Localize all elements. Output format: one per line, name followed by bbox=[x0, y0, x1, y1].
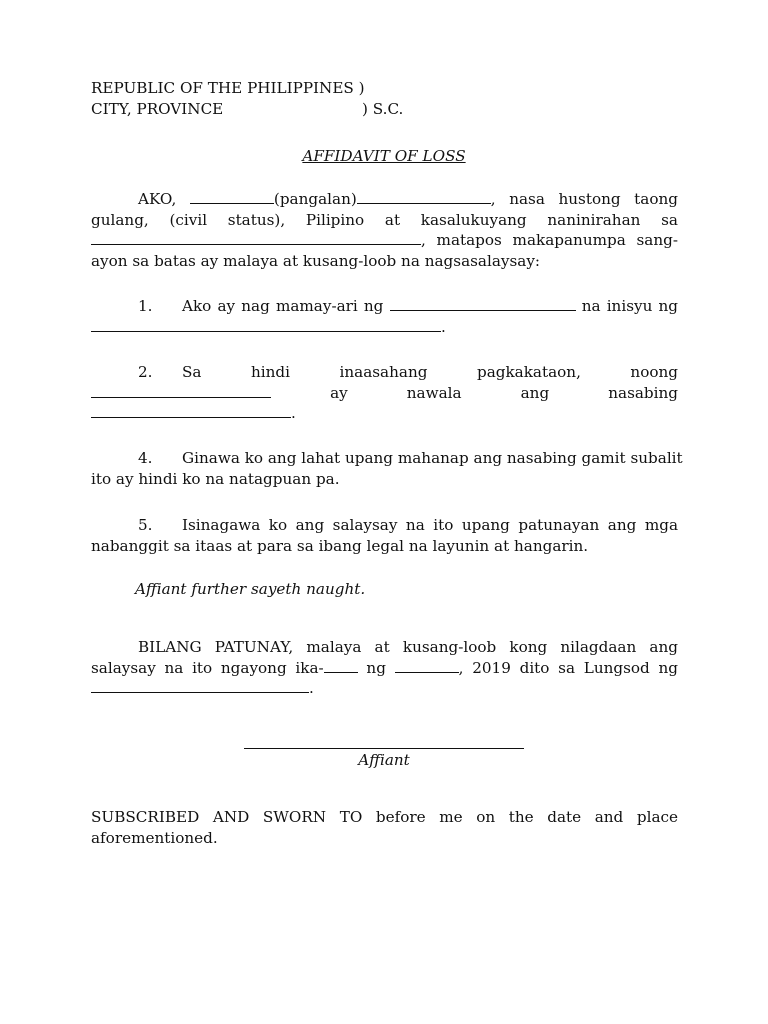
blank-line bbox=[324, 659, 358, 673]
item-number: 4. bbox=[138, 449, 153, 467]
blank-line bbox=[91, 231, 421, 245]
intro-line-4: ayon sa batas ay malaya at kusang-loob na nagsasalaysay: bbox=[91, 251, 541, 270]
item-number: 2. bbox=[138, 363, 153, 381]
item-1: 1. Ako ay nag mamay-ari ng na inisyu ng . bbox=[91, 296, 678, 337]
intro-line-1: AKO, (pangalan) , nasa hustong taong bbox=[138, 190, 678, 208]
blank-line bbox=[91, 384, 271, 398]
signature-line bbox=[244, 748, 524, 749]
item-4: 4. Ginawa ko ang lahat upang mahanap ang nasabing gamit subalit ito ay hindi ko na natagpuan pa. bbox=[91, 449, 683, 488]
blank-line bbox=[395, 659, 459, 673]
item-number: 1. bbox=[138, 297, 153, 315]
blank-line bbox=[91, 679, 309, 693]
patunay-paragraph: BILANG PATUNAY, malaya at kusang-loob kong nilagdaan ang salaysay na ito ngayong ika- ng , 2019 dito sa Lungsod ng . bbox=[91, 638, 678, 697]
item-number: 5. bbox=[138, 516, 153, 534]
blank-line bbox=[91, 318, 441, 332]
affiant-further-statement: Affiant further sayeth naught. bbox=[135, 580, 366, 598]
caption-republic: REPUBLIC OF THE PHILIPPINES ) bbox=[91, 79, 365, 97]
blank-line bbox=[357, 190, 491, 204]
signature-label: Affiant bbox=[358, 751, 410, 769]
intro-line-2: gulang, (civil status), Pilipino at kasalukuyang naninirahan sa bbox=[91, 210, 678, 229]
intro-line-3: , matapos makapanumpa sang- bbox=[91, 230, 678, 251]
item-5: 5. Isinagawa ko ang salaysay na ito upang patunayan ang mga nabanggit sa itaas at para sa ibang legal na layunin at hangarin. bbox=[91, 516, 678, 555]
document-title: AFFIDAVIT OF LOSS bbox=[302, 147, 466, 165]
caption-sc: ) S.C. bbox=[362, 100, 404, 118]
blank-line bbox=[390, 297, 576, 311]
item-2: 2. Sa hindi inaasahang pagkakataon, noong ay nawala ang nasabing . bbox=[91, 362, 678, 424]
blank-line bbox=[190, 190, 274, 204]
jurat-paragraph: SUBSCRIBED AND SWORN TO before me on the date and place aforementioned. bbox=[91, 808, 678, 847]
caption-city-province: CITY, PROVINCE bbox=[91, 100, 224, 118]
blank-line bbox=[91, 404, 291, 418]
intro-paragraph bbox=[91, 189, 678, 271]
